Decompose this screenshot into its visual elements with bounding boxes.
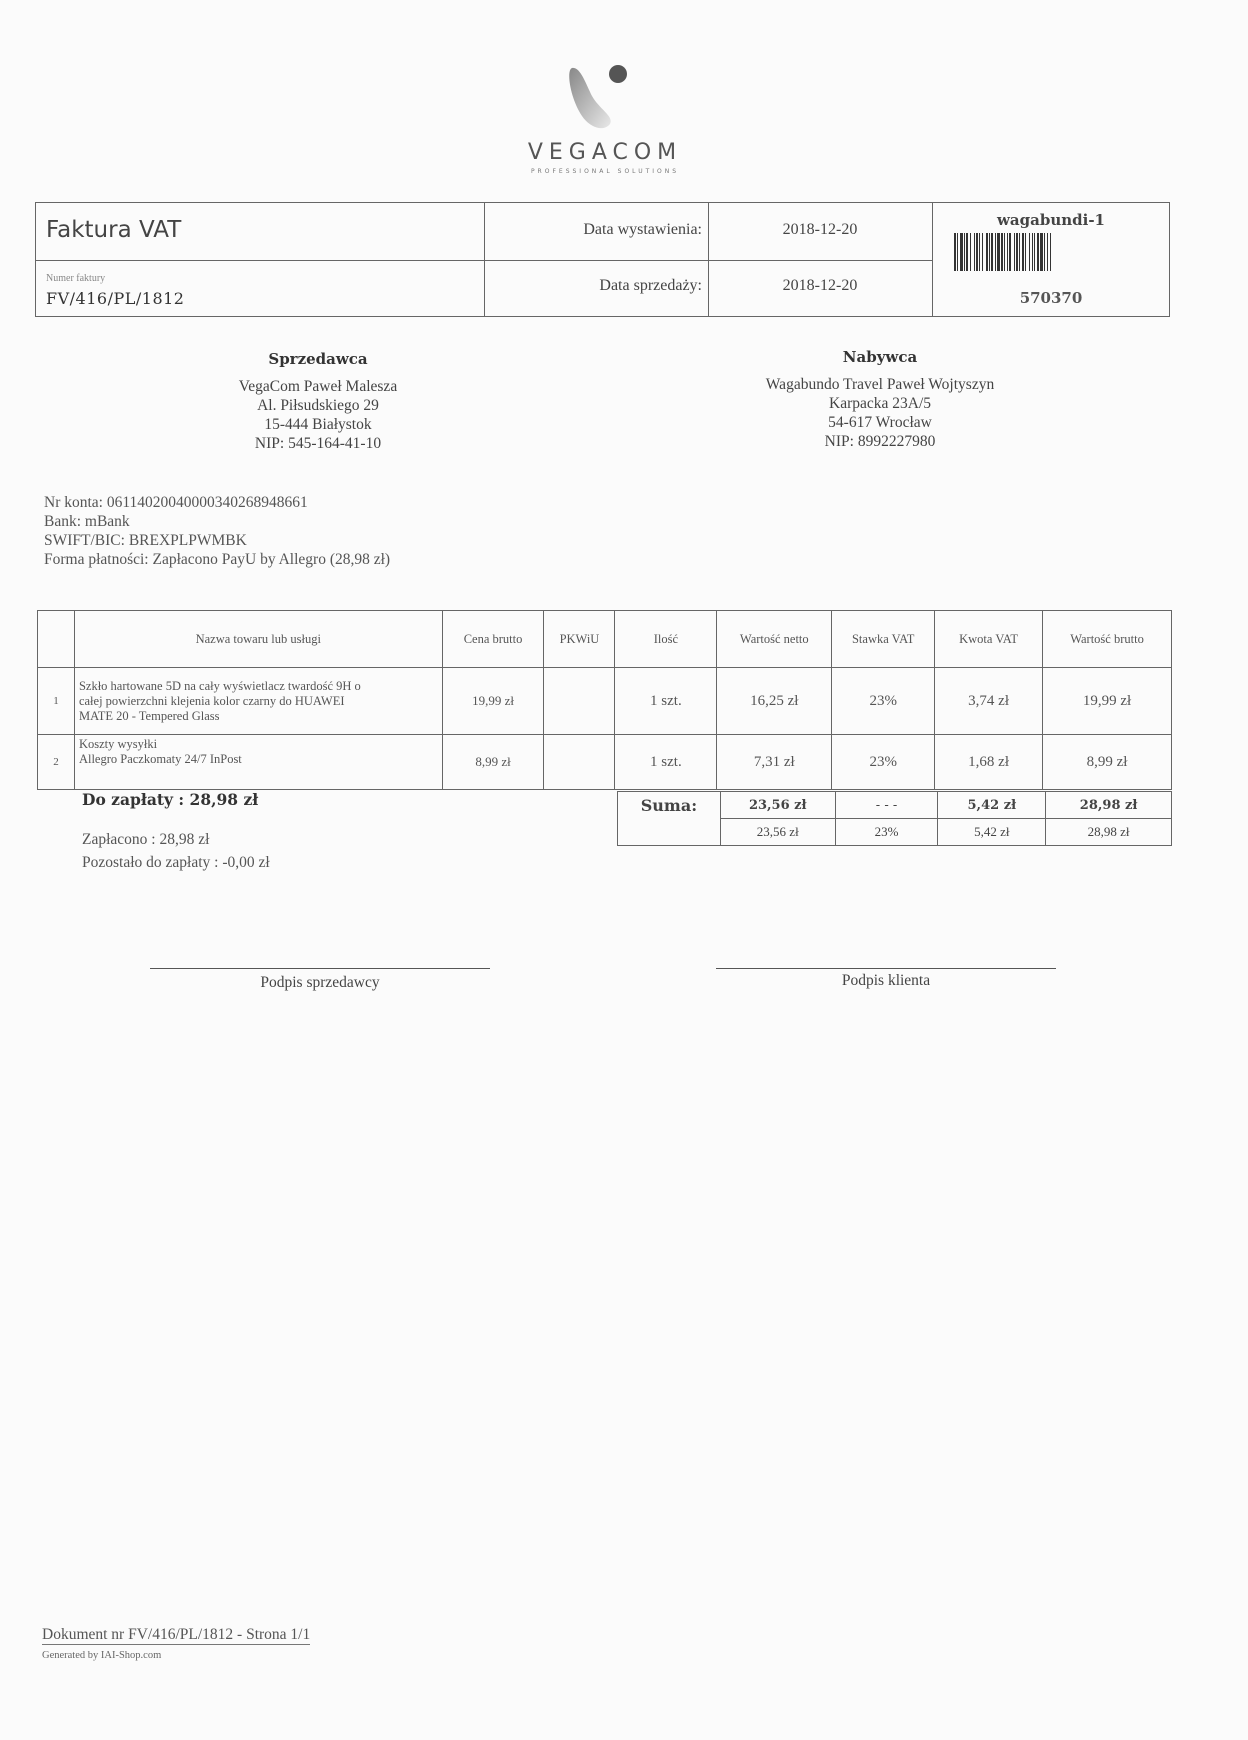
summary-label: Suma: bbox=[618, 792, 721, 846]
row-name-line: Koszty wysyłki bbox=[78, 737, 158, 751]
row-name-line: Allegro Paczkomaty 24/7 InPost bbox=[78, 752, 242, 766]
vegacom-logo-icon bbox=[500, 58, 710, 140]
amount-paid: Zapłacono : 28,98 zł bbox=[82, 831, 210, 848]
swift-code: SWIFT/BIC: BREXPLPWMBK bbox=[44, 532, 247, 549]
row-name bbox=[74, 735, 442, 790]
seller-signature-line bbox=[150, 968, 490, 969]
rate-gross: 28,98 zł bbox=[1046, 819, 1172, 846]
col-price: Cena brutto bbox=[442, 611, 544, 668]
issue-date: 2018-12-20 bbox=[782, 221, 858, 238]
col-name: Nazwa towaru lub usługi bbox=[74, 611, 442, 668]
row-net: 7,31 zł bbox=[717, 735, 832, 790]
summary-net: 23,56 zł bbox=[720, 792, 835, 819]
payment-method: Forma płatności: Zapłacono PayU by Allegro (28,98 zł) bbox=[44, 551, 391, 568]
footer-generated: Generated by IAI-Shop.com bbox=[42, 1650, 162, 1661]
row-lp: 2 bbox=[38, 735, 75, 790]
col-gross: Wartość brutto bbox=[1043, 611, 1172, 668]
seller-city: 15-444 Białystok bbox=[264, 416, 372, 433]
seller-street: Al. Piłsudskiego 29 bbox=[257, 397, 379, 414]
table-row bbox=[38, 735, 1172, 790]
row-net: 16,25 zł bbox=[717, 668, 832, 735]
row-vat: 1,68 zł bbox=[935, 735, 1043, 790]
client-signature-label: Podpis klienta bbox=[841, 972, 931, 989]
row-gross: 19,99 zł bbox=[1043, 668, 1172, 735]
logo-tagline: PROFESSIONAL SOLUTIONS bbox=[530, 168, 680, 175]
col-vat: Kwota VAT bbox=[935, 611, 1043, 668]
table-row bbox=[38, 668, 1172, 735]
items-header-row bbox=[38, 611, 1172, 668]
col-net: Wartość netto bbox=[717, 611, 832, 668]
issue-date-label: Data wystawienia: bbox=[583, 221, 702, 238]
summary-rate: - - - bbox=[835, 792, 938, 819]
seller-block bbox=[138, 350, 498, 453]
items-table bbox=[37, 610, 1172, 790]
barcode-number: 570370 bbox=[1019, 289, 1083, 307]
bank-name: Bank: mBank bbox=[44, 513, 130, 530]
summary-vat: 5,42 zł bbox=[938, 792, 1046, 819]
payment-status bbox=[82, 828, 270, 874]
row-name-line: MATE 20 - Tempered Glass bbox=[78, 708, 220, 723]
footer-doc-ref: Dokument nr FV/416/PL/1812 - Strona 1/1 bbox=[42, 1626, 311, 1643]
summary-total-row bbox=[618, 792, 1172, 819]
document-title: Faktura VAT bbox=[46, 217, 182, 243]
col-pkwiu: PKWiU bbox=[544, 611, 615, 668]
row-qty: 1 szt. bbox=[615, 735, 717, 790]
row-vat-rate: 23% bbox=[832, 735, 935, 790]
buyer-street: Karpacka 23A/5 bbox=[829, 395, 931, 412]
buyer-block bbox=[700, 348, 1060, 451]
row-lp: 1 bbox=[38, 668, 75, 735]
seller-name: VegaCom Paweł Malesza bbox=[238, 378, 398, 395]
buyer-city: 54-617 Wrocław bbox=[828, 414, 932, 431]
rate-vat: 5,42 zł bbox=[938, 819, 1046, 846]
row-vat: 3,74 zł bbox=[935, 668, 1043, 735]
rate-net: 23,56 zł bbox=[720, 819, 835, 846]
buyer-name: Wagabundo Travel Paweł Wojtyszyn bbox=[765, 376, 995, 393]
buyer-nip: NIP: 8992227980 bbox=[824, 433, 936, 450]
row-qty: 1 szt. bbox=[615, 668, 717, 735]
amount-remaining: Pozostało do zapłaty : -0,00 zł bbox=[82, 854, 270, 871]
row-price: 8,99 zł bbox=[442, 735, 544, 790]
col-lp bbox=[38, 611, 75, 668]
summary-table bbox=[617, 791, 1172, 846]
invoice-number-label: Numer faktury bbox=[46, 273, 106, 284]
company-logo bbox=[500, 58, 710, 178]
barcode-icon bbox=[954, 233, 1134, 271]
buyer-title: Nabywca bbox=[842, 348, 918, 366]
logo-wordmark: VEGACOM bbox=[527, 140, 683, 165]
row-name bbox=[74, 668, 442, 735]
row-pkwiu bbox=[544, 668, 615, 735]
amount-to-pay: Do zapłaty : 28,98 zł bbox=[82, 790, 259, 809]
sale-date-label: Data sprzedaży: bbox=[599, 277, 702, 294]
seller-nip: NIP: 545-164-41-10 bbox=[254, 435, 382, 452]
col-vat-rate: Stawka VAT bbox=[832, 611, 935, 668]
invoice-number: FV/416/PL/1812 bbox=[46, 289, 185, 308]
barcode-label: wagabundi-1 bbox=[997, 211, 1105, 229]
summary-gross: 28,98 zł bbox=[1046, 792, 1172, 819]
col-qty: Ilość bbox=[615, 611, 717, 668]
row-name-line: całej powierzchni klejenia kolor czarny do HUAWEI bbox=[78, 693, 345, 708]
invoice-header bbox=[35, 202, 1170, 317]
row-gross: 8,99 zł bbox=[1043, 735, 1172, 790]
seller-signature-label: Podpis sprzedawcy bbox=[260, 974, 380, 991]
row-pkwiu bbox=[544, 735, 615, 790]
client-signature-line bbox=[716, 968, 1056, 969]
seller-title: Sprzedawca bbox=[268, 350, 368, 368]
row-name-line: Szkło hartowane 5D na cały wyświetlacz twardość 9H o bbox=[78, 678, 361, 693]
row-vat-rate: 23% bbox=[832, 668, 935, 735]
rate-rate: 23% bbox=[835, 819, 938, 846]
account-number: Nr konta: 06114020040000340268948661 bbox=[44, 494, 308, 511]
row-price: 19,99 zł bbox=[442, 668, 544, 735]
sale-date: 2018-12-20 bbox=[782, 277, 858, 294]
bank-details bbox=[44, 493, 390, 569]
